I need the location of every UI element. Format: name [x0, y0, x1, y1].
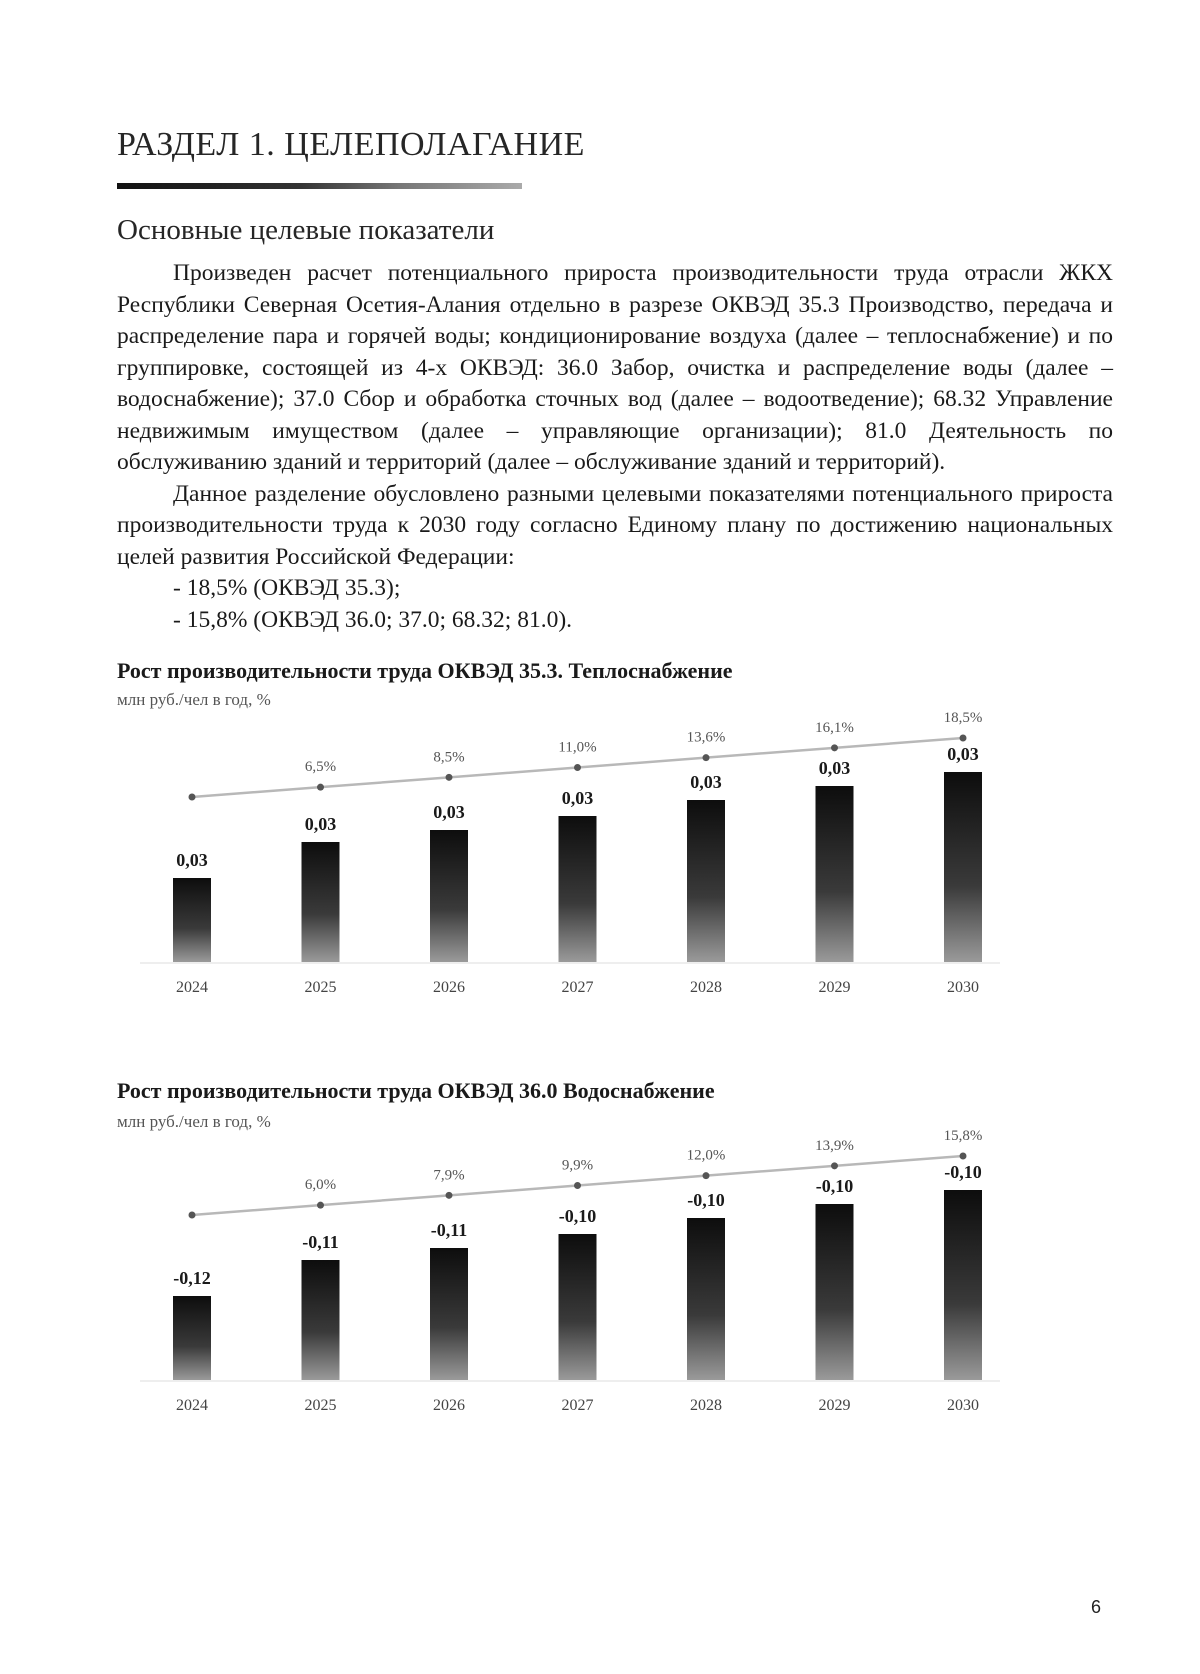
bar-value-label-2028: 0,03 — [690, 772, 722, 792]
chart-2-title: Рост производительности труда ОКВЭД 36.0 Водоснабжение — [117, 1078, 715, 1103]
growth-point-2030 — [960, 1153, 967, 1160]
x-tick-label-2030: 2030 — [947, 979, 979, 996]
bar-2030 — [944, 1190, 982, 1380]
list-item-1: - 18,5% (ОКВЭД 35.3); — [173, 575, 401, 601]
bar-value-label-2025: 0,03 — [304, 814, 337, 834]
growth-label-2030: 15,8% — [943, 1128, 983, 1144]
x-tick-label-2030: 2030 — [947, 1397, 979, 1414]
bar-value-label-2026: -0,11 — [430, 1220, 468, 1240]
bar-value-label-2028: -0,10 — [687, 1190, 725, 1210]
bar-2028 — [687, 800, 725, 962]
bar-2028 — [687, 1218, 725, 1380]
bar-value-label-2026: 0,03 — [433, 802, 465, 822]
bar-2027 — [559, 1234, 597, 1380]
bar-value-label-2024: -0,12 — [173, 1268, 211, 1288]
growth-label-2028: 13,6% — [686, 729, 726, 746]
bar-2026 — [430, 1248, 468, 1380]
bar-2029 — [816, 786, 854, 962]
growth-point-2025 — [317, 784, 324, 791]
x-tick-label-2028: 2028 — [690, 1397, 722, 1414]
growth-point-2029 — [831, 1162, 838, 1169]
chart-2 — [100, 1118, 1100, 1448]
growth-label-2025: 6,0% — [304, 1177, 337, 1194]
growth-point-2030 — [960, 735, 967, 742]
bar-2024 — [173, 878, 211, 962]
growth-point-2024 — [189, 794, 196, 801]
growth-point-2026 — [446, 774, 453, 781]
bar-value-label-2027: 0,03 — [561, 788, 594, 808]
bar-2029 — [816, 1204, 854, 1380]
bar-value-label-2024: 0,03 — [176, 850, 208, 870]
x-tick-label-2026: 2026 — [433, 979, 465, 996]
growth-point-2024 — [189, 1212, 196, 1219]
bar-2027 — [559, 816, 597, 962]
bar-value-label-2030: 0,03 — [947, 744, 979, 764]
growth-label-2028: 12,0% — [686, 1147, 726, 1164]
bar-2026 — [430, 830, 468, 962]
x-tick-label-2029: 2029 — [818, 1397, 851, 1414]
x-tick-label-2027: 2027 — [561, 1397, 594, 1414]
page-number: 6 — [1091, 1597, 1102, 1617]
bar-2025 — [302, 842, 340, 962]
chart-2-unit: млн руб./чел в год, % — [117, 1112, 271, 1131]
bar-value-label-2030: -0,10 — [944, 1162, 982, 1182]
chart-1-title: Рост производительности труда ОКВЭД 35.3. Теплоснабжение — [117, 658, 733, 683]
bar-value-label-2025: -0,11 — [302, 1232, 339, 1252]
paragraph-2: Данное разделение обусловлено разными целевыми показателями потенциального прироста производительности труда к 2030 году согласно Единому плану по достижению национальных целей развития Российской Федерации: — [117, 480, 1113, 570]
growth-label-2026: 8,5% — [433, 749, 465, 766]
subsection-title: Основные целевые показатели — [117, 214, 495, 246]
growth-label-2027: 11,0% — [558, 739, 597, 756]
bar-2030 — [944, 772, 982, 962]
x-tick-label-2029: 2029 — [818, 979, 851, 996]
growth-point-2028 — [703, 754, 710, 761]
x-tick-label-2027: 2027 — [561, 979, 594, 996]
section-title: РАЗДЕЛ 1. ЦЕЛЕПОЛАГАНИЕ — [117, 126, 585, 163]
bar-value-label-2029: -0,10 — [815, 1176, 854, 1196]
bar-2025 — [302, 1260, 340, 1380]
section-title-underline — [117, 183, 522, 189]
list-item-2: - 15,8% (ОКВЭД 36.0; 37.0; 68.32; 81.0). — [173, 606, 573, 633]
growth-label-2029: 16,1% — [815, 719, 854, 736]
growth-label-2027: 9,9% — [561, 1157, 594, 1174]
bar-2024 — [173, 1296, 211, 1380]
x-tick-label-2028: 2028 — [690, 979, 722, 996]
bar-value-label-2029: 0,03 — [818, 758, 851, 778]
growth-label-2029: 13,9% — [815, 1137, 854, 1154]
growth-point-2028 — [703, 1172, 710, 1179]
growth-point-2027 — [574, 1182, 581, 1189]
body-text — [117, 258, 1113, 636]
paragraph-1: Произведен расчет потенциального прироста производительности труда отрасли ЖКХ Республики Северная Осетия-Алания отдельно в разрезе ОКВЭД 35.3 Производство, передача и распределение пара и горячей воды; кондиционирование воздуха (далее – теплоснабжение) и по группировке, состоящей из 4-х ОКВЭД: 36.0 Забор, очистка и распределение воды (далее – водоснабжение); 37.0 Сбор и обработка сточных вод (далее – водоотведение); 68.32 Управление недвижимым имуществом (далее – управляющие организации); 81.0 Деятельность по обслуживанию зданий и территорий (далее – обслуживание зданий и территорий). — [117, 260, 1113, 475]
growth-point-2026 — [446, 1192, 453, 1199]
growth-label-2026: 7,9% — [433, 1167, 465, 1184]
growth-point-2027 — [574, 764, 581, 771]
growth-label-2025: 6,5% — [304, 759, 337, 776]
growth-label-2030: 18,5% — [943, 710, 983, 726]
chart-1 — [100, 700, 1100, 1030]
chart-1-unit: млн руб./чел в год, % — [117, 690, 271, 709]
x-tick-label-2024: 2024 — [176, 979, 208, 996]
growth-point-2029 — [831, 744, 838, 751]
bar-value-label-2027: -0,10 — [558, 1206, 597, 1226]
x-tick-label-2026: 2026 — [433, 1397, 465, 1414]
x-tick-label-2025: 2025 — [304, 1397, 337, 1414]
x-tick-label-2025: 2025 — [304, 979, 337, 996]
x-tick-label-2024: 2024 — [176, 1397, 208, 1414]
growth-point-2025 — [317, 1202, 324, 1209]
